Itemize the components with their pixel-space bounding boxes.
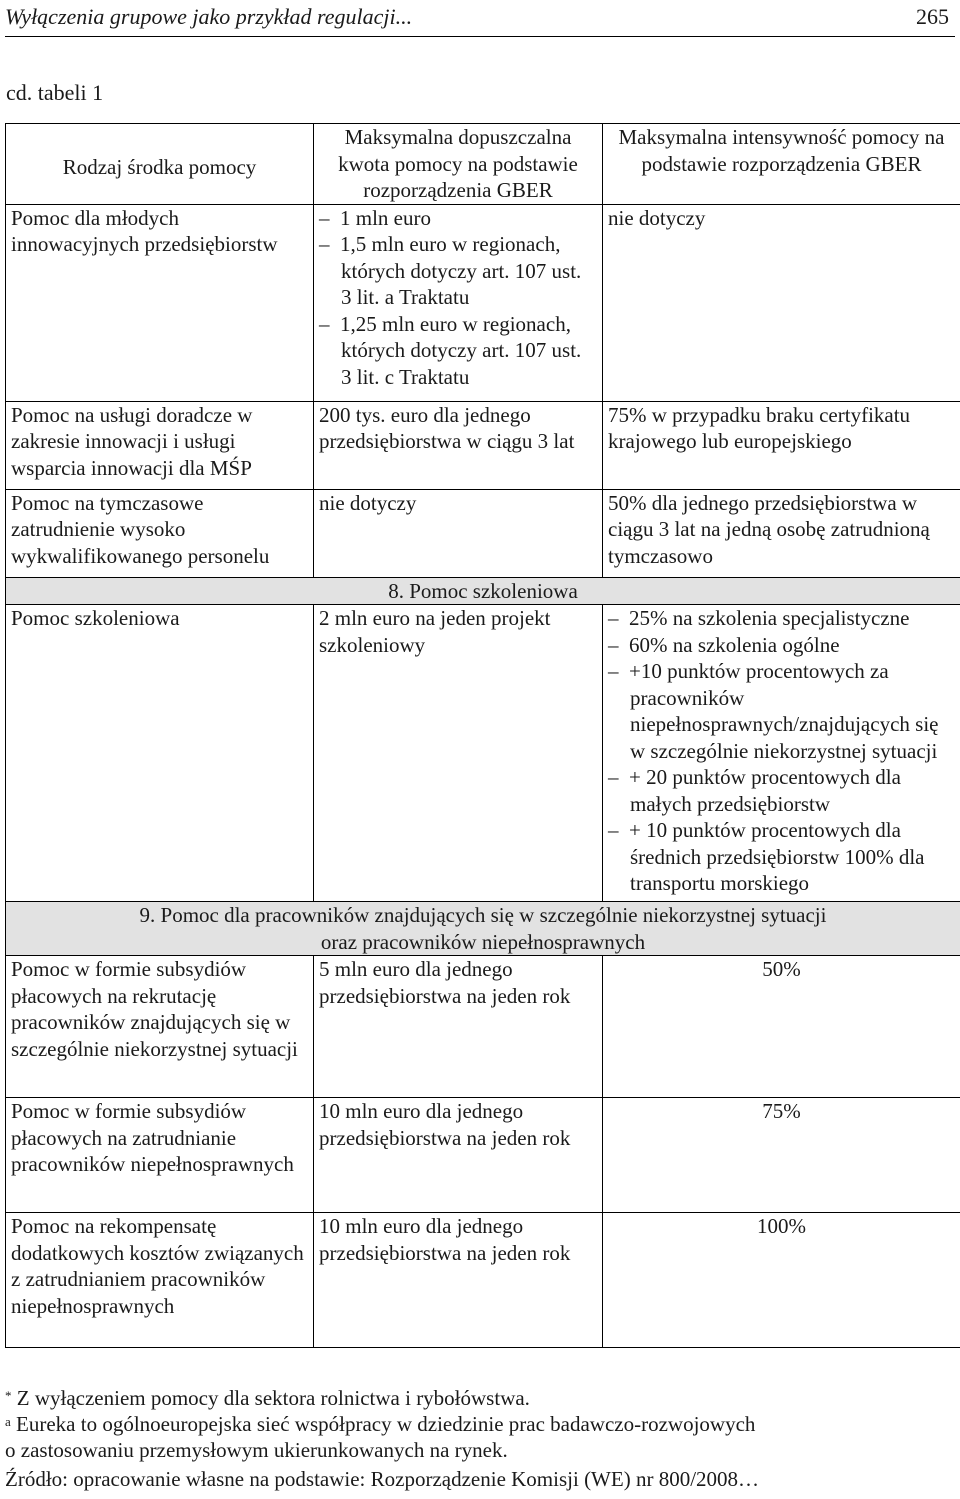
list-item: – + 20 punktów procentowych dla małych przedsiębiorstw (608, 764, 955, 817)
source-note: Źródło: opracowanie własne na podstawie: Rozporządzenie Komisji (WE) nr 800/2008… (5, 1467, 760, 1491)
amount-cell: nie dotyczy (314, 489, 603, 577)
intensity-cell: 50% dla jednego przedsiębiorstwa w ciągu 3 lat na jedną osobę zatrudnioną tymczasowo (603, 489, 960, 577)
amount-cell (314, 204, 603, 401)
amount-cell: 10 mln euro dla jednego przedsiębiorstwa na jeden rok (314, 1098, 603, 1213)
table-header-row (6, 124, 960, 205)
intensity-cell: 75% (603, 1098, 960, 1213)
section-8-title: 8. Pomoc szkoleniowa (6, 577, 960, 605)
aid-type-cell: Pomoc na rekompensatę dodatkowych kosztów związanych z zatrudnianiem pracowników niepełnosprawnych (6, 1213, 314, 1348)
header-aid-type: Rodzaj środka pomocy (6, 124, 314, 205)
table-row (6, 1098, 960, 1213)
list-item: – 60% na szkolenia ogólne (608, 632, 955, 659)
amount-cell: 10 mln euro dla jednego przedsiębiorstwa na jeden rok (314, 1213, 603, 1348)
aid-type-cell: Pomoc w formie subsydiów płacowych na zatrudnianie pracowników niepełnosprawnych (6, 1098, 314, 1213)
list-item: – +10 punktów procentowych za pracowników niepełnosprawnych/znajdujących się w szczególnie niekorzystnej sytuacji (608, 658, 955, 764)
running-title: Wyłączenia grupowe jako przykład regulacji... (5, 4, 413, 29)
aid-table (5, 123, 960, 1348)
table-row (6, 204, 960, 401)
footnote-star-text: Z wyłączeniem pomocy dla sektora rolnictwa i rybołówstwa. (16, 1386, 530, 1410)
footnote-a-text-line1: Eureka to ogólnoeuropejska sieć współpracy w dziedzinie prac badawczo-rozwojowych (16, 1412, 756, 1436)
footnote-a-continued: o zastosowaniu przemysłowym ukierunkowanych na rynek. (5, 1438, 508, 1462)
header-max-intensity: Maksymalna intensywność pomocy na podstawie rozporządzenia GBER (603, 124, 960, 205)
intensity-cell: nie dotyczy (603, 204, 960, 401)
section-9-title-line1: 9. Pomoc dla pracowników znajdujących się w szczególnie niekorzystnej sytuacji (139, 903, 827, 927)
header-max-amount: Maksymalna dopuszczalna kwota pomocy na podstawie rozporządzenia GBER (314, 124, 603, 205)
list-item: – 1 mln euro (319, 205, 597, 232)
footnote-a (5, 1411, 955, 1437)
intensity-cell (603, 605, 960, 902)
section-9-heading-row (6, 902, 960, 956)
intensity-list (608, 605, 955, 897)
running-header (5, 2, 955, 37)
table-row (6, 489, 960, 577)
table-row (6, 1213, 960, 1348)
aid-type-cell: Pomoc na tymczasowe zatrudnienie wysoko wykwalifikowanego personelu (6, 489, 314, 577)
table-caption: cd. tabeli 1 (6, 80, 104, 105)
section-8-heading-row (6, 577, 960, 605)
section-9-title-line2: oraz pracowników niepełnosprawnych (320, 929, 646, 954)
aid-type-cell: Pomoc w formie subsydiów płacowych na rekrutację pracowników znajdujących się w szczególnie niekorzystnej sytuacji (6, 956, 314, 1098)
list-item: – 1,25 mln euro w regionach, których dotyczy art. 107 ust. 3 lit. c Traktatu (319, 311, 597, 391)
footnote-star (5, 1385, 955, 1411)
amount-cell: 5 mln euro dla jednego przedsiębiorstwa na jeden rok (314, 956, 603, 1098)
amount-list (319, 205, 597, 391)
aid-type-cell: Pomoc na usługi doradcze w zakresie innowacji i usługi wsparcia innowacji dla MŚP (6, 401, 314, 489)
table-row (6, 956, 960, 1098)
intensity-cell: 50% (603, 956, 960, 1098)
table-row (6, 605, 960, 902)
section-9-title (6, 902, 960, 956)
amount-cell: 2 mln euro na jeden projekt szkoleniowy (314, 605, 603, 902)
list-item: – + 10 punktów procentowych dla średnich przedsiębiorstw 100% dla transportu morskiego (608, 817, 955, 897)
amount-cell: 200 tys. euro dla jednego przedsiębiorstwa w ciągu 3 lat (314, 401, 603, 489)
aid-type-cell: Pomoc dla młodych innowacyjnych przedsiębiorstw (6, 204, 314, 401)
aid-type-cell: Pomoc szkoleniowa (6, 605, 314, 902)
table-row (6, 401, 960, 489)
footnote-a-mark: a (5, 1414, 11, 1429)
list-item: – 1,5 mln euro w regionach, których dotyczy art. 107 ust. 3 lit. a Traktatu (319, 231, 597, 311)
footnote-star-mark: * (5, 1388, 12, 1403)
list-item: – 25% na szkolenia specjalistyczne (608, 605, 955, 632)
page-number: 265 (916, 4, 949, 29)
intensity-cell: 100% (603, 1213, 960, 1348)
intensity-cell: 75% w przypadku braku certyfikatu krajowego lub europejskiego (603, 401, 960, 489)
